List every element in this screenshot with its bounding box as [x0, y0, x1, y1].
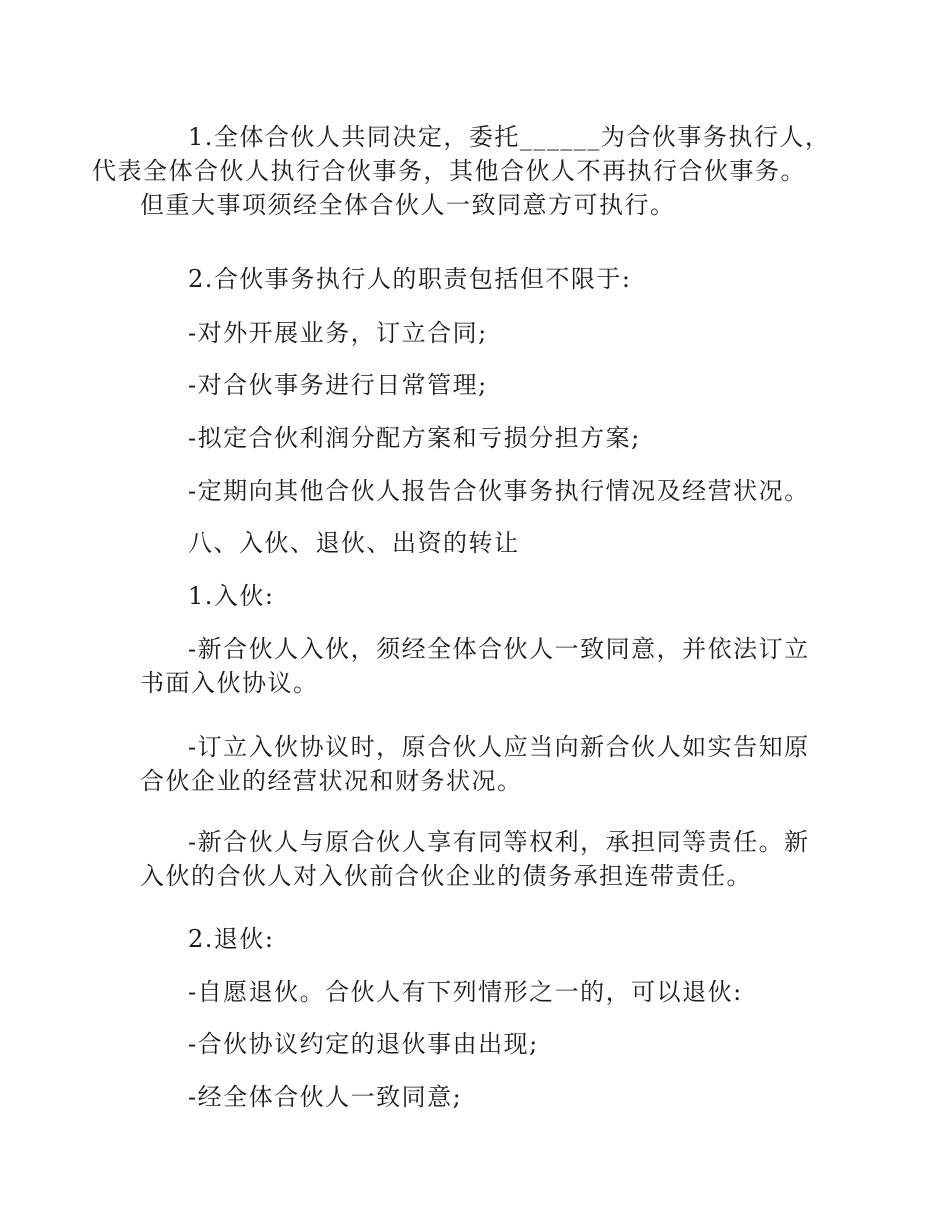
text-line: 合伙企业的经营状况和财务状况。 — [140, 767, 523, 795]
paragraph-admission-consent — [140, 632, 820, 700]
text-line: -新合伙人与原合伙人享有同等权利，承担同等责任。新 — [188, 828, 810, 856]
list-item — [140, 1027, 820, 1061]
text-line: -拟定合伙利润分配方案和亏损分担方案; — [188, 424, 641, 452]
text-line: -订立入伙协议时，原合伙人应当向新合伙人如实告知原 — [188, 733, 810, 761]
text-line: 2.合伙事务执行人的职责包括但不限于: — [188, 265, 632, 293]
list-item — [140, 316, 820, 350]
text-line: -经全体合伙人一致同意; — [188, 1083, 463, 1111]
paragraph-executor-duties — [140, 262, 820, 296]
text-line: 代表全体合伙人执行合伙事务，其他合伙人不再执行合伙事务。 — [92, 157, 806, 185]
list-item — [140, 1080, 820, 1114]
text-line: 2.退伙: — [188, 925, 275, 953]
text-line: -新合伙人入伙，须经全体合伙人一致同意，并依法订立 — [188, 635, 810, 663]
text-line: 1.全体合伙人共同决定，委托______为合伙事务执行人， — [188, 123, 831, 151]
paragraph-executor-appointment — [92, 120, 831, 222]
subsection-heading-withdrawal — [140, 922, 820, 956]
text-line: 1.入伙: — [188, 582, 275, 610]
list-item — [140, 421, 820, 455]
subsection-heading-admission — [140, 579, 820, 613]
text-line: -定期向其他合伙人报告合伙事务执行情况及经营状况。 — [188, 477, 810, 505]
text-line: -对外开展业务，订立合同; — [188, 319, 488, 347]
list-item — [140, 368, 820, 402]
list-item — [140, 975, 820, 1009]
text-line: 书面入伙协议。 — [140, 669, 319, 697]
text-line: -对合伙事务进行日常管理; — [188, 371, 488, 399]
paragraph-admission-rights — [140, 825, 820, 893]
text-line: -自愿退伙。合伙人有下列情形之一的，可以退伙: — [188, 978, 743, 1006]
text-line: 入伙的合伙人对入伙前合伙企业的债务承担连带责任。 — [140, 862, 752, 890]
text-line: 八、入伙、退伙、出资的转让 — [188, 529, 520, 557]
list-item — [140, 474, 820, 508]
section-heading — [140, 526, 820, 560]
text-line: 但重大事项须经全体合伙人一致同意方可执行。 — [140, 191, 676, 219]
paragraph-admission-disclosure — [140, 730, 820, 798]
text-line: -合伙协议约定的退伙事由出现; — [188, 1030, 539, 1058]
